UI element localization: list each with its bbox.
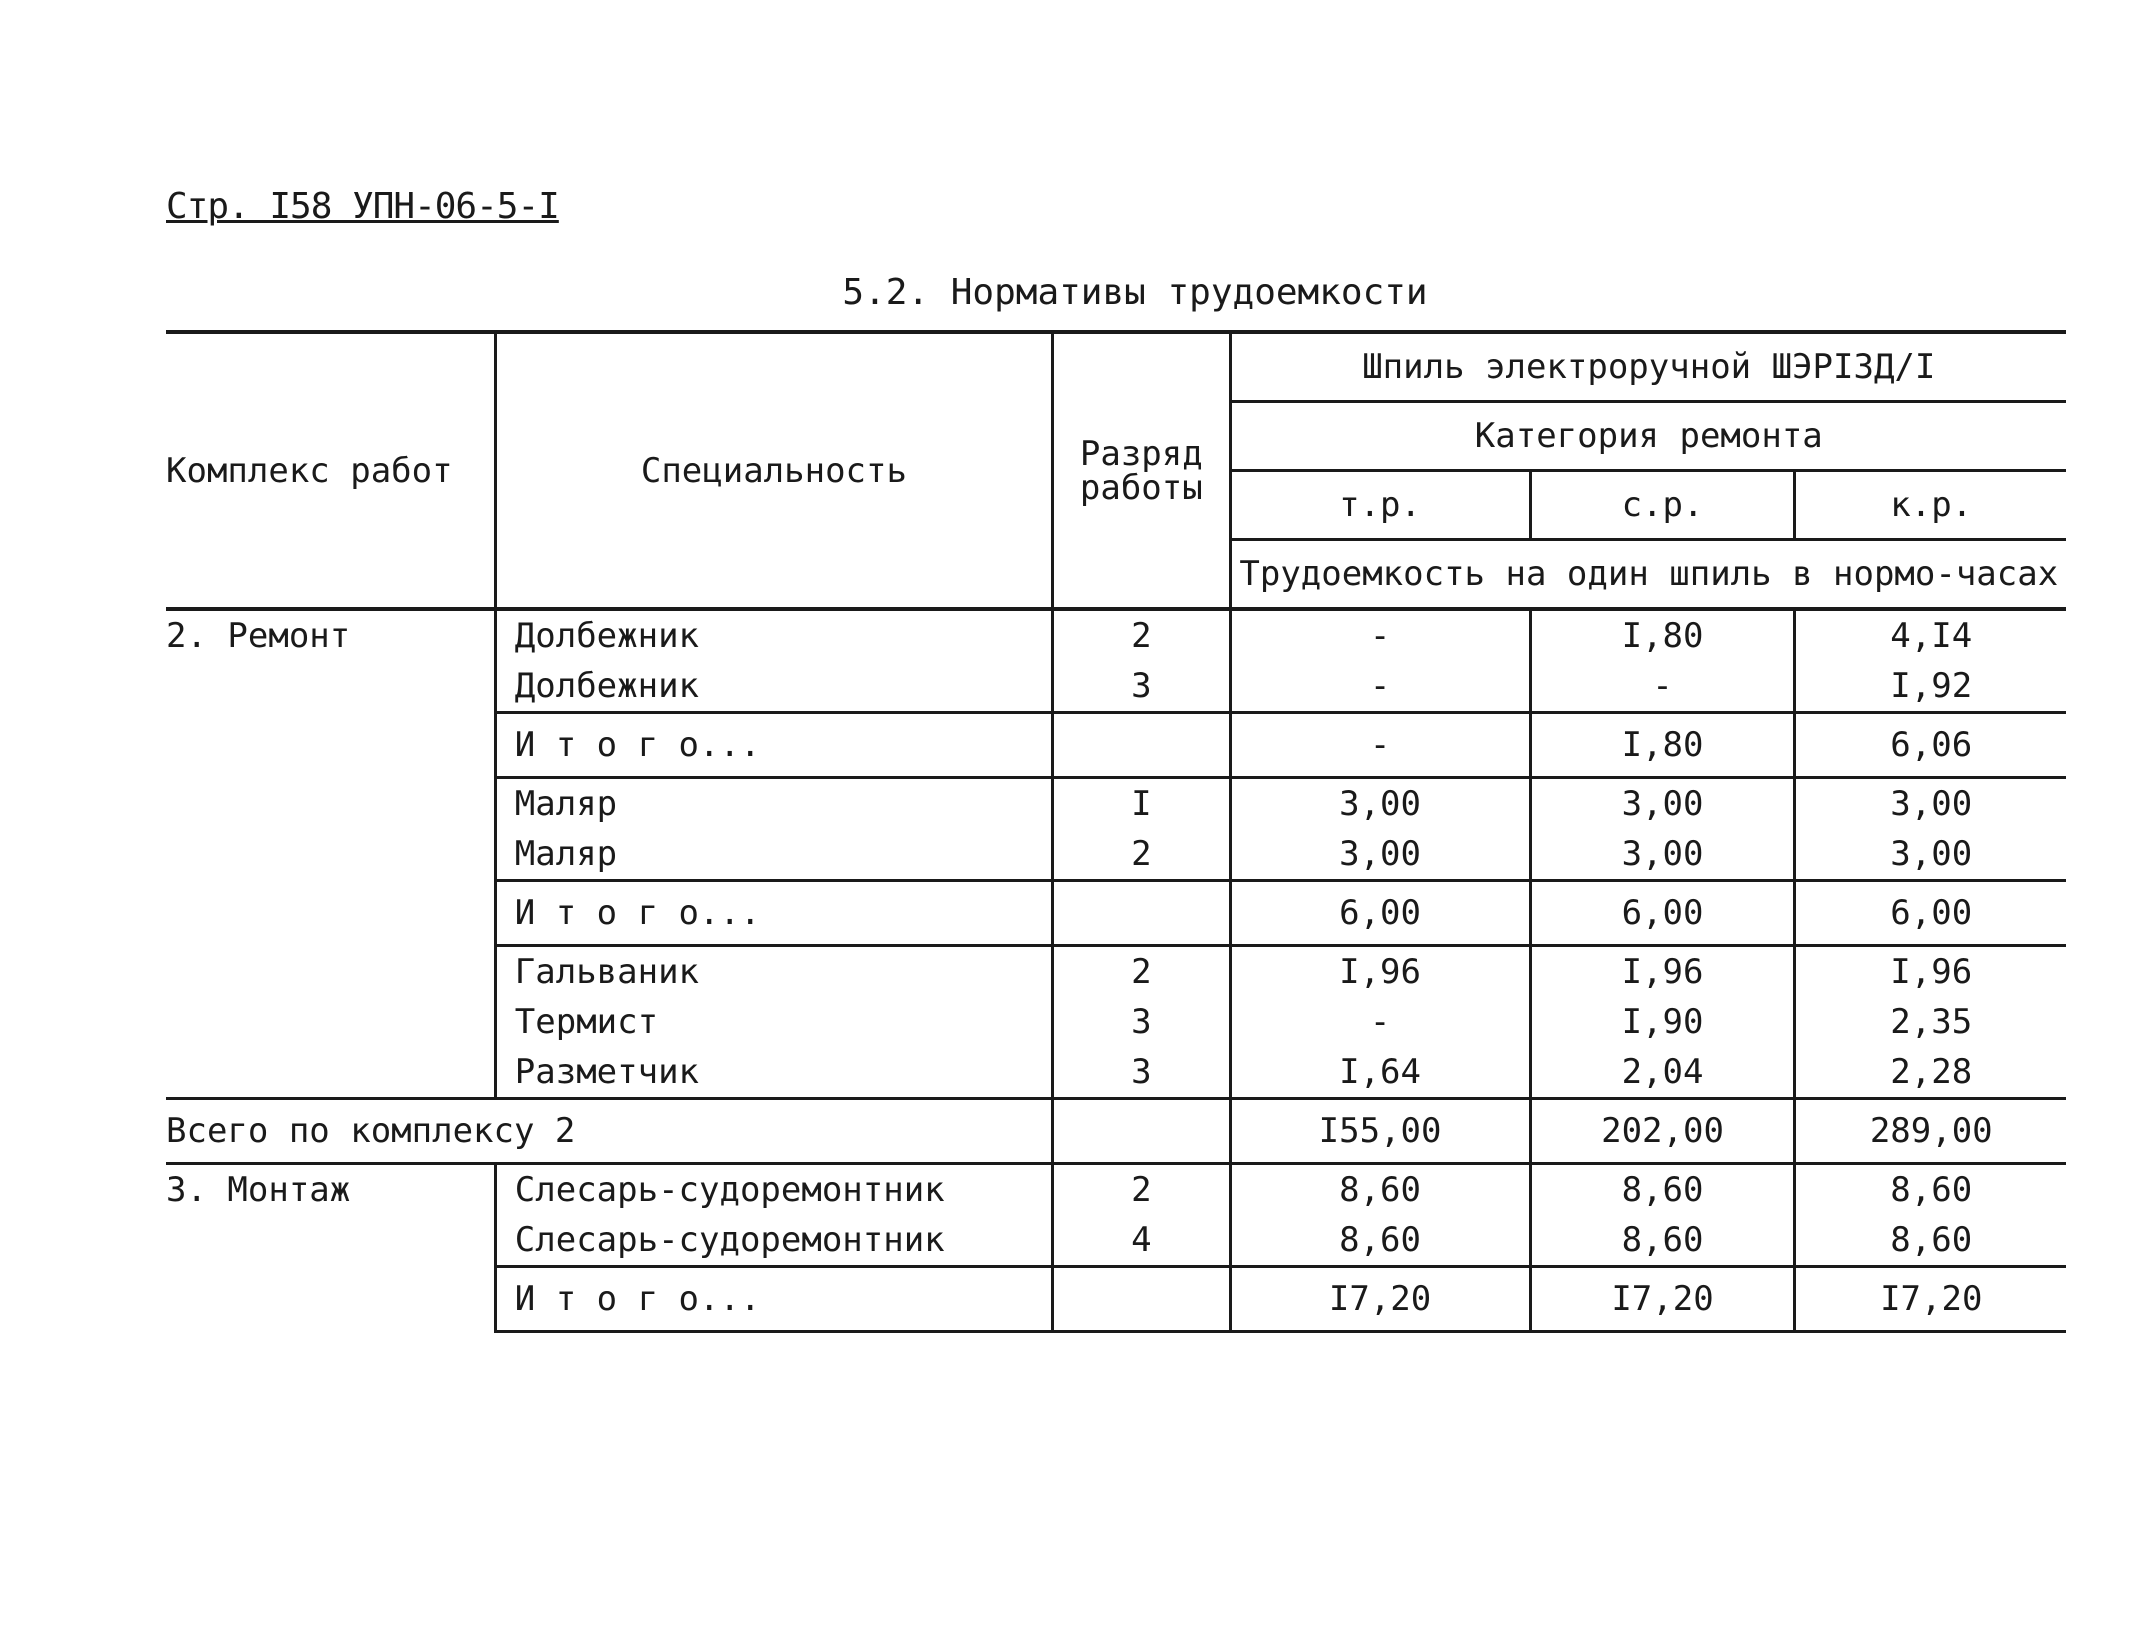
table-row (166, 661, 2066, 713)
table-title: 5.2. Нормативы трудоемкости (842, 272, 1428, 313)
specialty-cell: Маляр (495, 829, 1052, 881)
tr-cell: 8,60 (1230, 1215, 1530, 1267)
sr-cell: 8,60 (1530, 1215, 1795, 1267)
kr-cell: 6,06 (1795, 713, 2066, 778)
col-header-specialty: Специальность (495, 332, 1052, 609)
sr-cell: I,96 (1530, 946, 1795, 998)
kr-cell: I7,20 (1795, 1267, 2066, 1332)
tr-cell: I,96 (1230, 946, 1530, 998)
sr-cell: 202,00 (1530, 1099, 1795, 1164)
tr-cell: I,64 (1230, 1047, 1530, 1099)
sr-cell: I,90 (1530, 997, 1795, 1047)
category-tr: т.р. (1230, 471, 1530, 540)
rank-cell: 3 (1053, 997, 1231, 1047)
category-header: Категория ремонта (1230, 402, 2066, 471)
tr-cell: I55,00 (1230, 1099, 1530, 1164)
rank-cell: 3 (1053, 1047, 1231, 1099)
subtotal-row (166, 713, 2066, 778)
sr-cell: I7,20 (1530, 1267, 1795, 1332)
subtotal-label: И т о г о... (495, 881, 1052, 946)
sr-cell: 3,00 (1530, 829, 1795, 881)
subtotal-row (166, 881, 2066, 946)
rank-cell: 2 (1053, 829, 1231, 881)
rank-cell: 2 (1053, 946, 1231, 998)
col-header-rank: Разряд работы (1053, 332, 1231, 609)
complex-label: 3. Монтаж (166, 1170, 351, 1210)
table-row (166, 1164, 2066, 1216)
table-row (166, 609, 2066, 661)
specialty-cell: Гальваник (495, 946, 1052, 998)
specialty-cell: Термист (495, 997, 1052, 1047)
specialty-cell: Долбежник (495, 661, 1052, 713)
kr-cell: 3,00 (1795, 829, 2066, 881)
specialty-cell: Слесарь-судоремонтник (495, 1215, 1052, 1267)
tr-cell: 6,00 (1230, 881, 1530, 946)
specialty-cell: Разметчик (495, 1047, 1052, 1099)
kr-cell: 8,60 (1795, 1164, 2066, 1216)
table-row (166, 829, 2066, 881)
sr-cell: I,80 (1530, 713, 1795, 778)
sr-cell: - (1530, 661, 1795, 713)
specialty-cell: Долбежник (495, 609, 1052, 661)
category-sr: с.р. (1530, 471, 1795, 540)
kr-cell: 289,00 (1795, 1099, 2066, 1164)
norms-table (166, 330, 2066, 1333)
kr-cell: 6,00 (1795, 881, 2066, 946)
table-row (166, 778, 2066, 830)
sr-cell: 6,00 (1530, 881, 1795, 946)
kr-cell: 3,00 (1795, 778, 2066, 830)
page-header: Стр. I58 УПН-06-5-I (166, 186, 559, 227)
sr-cell: I,80 (1530, 609, 1795, 661)
kr-cell: I,92 (1795, 661, 2066, 713)
kr-cell: 4,I4 (1795, 609, 2066, 661)
kr-cell: I,96 (1795, 946, 2066, 998)
rank-cell: 2 (1053, 1164, 1231, 1216)
rank-cell: 3 (1053, 661, 1231, 713)
rank-cell: 2 (1053, 609, 1231, 661)
tr-cell: 3,00 (1230, 778, 1530, 830)
tr-cell: 3,00 (1230, 829, 1530, 881)
specialty-cell: Слесарь-судоремонтник (495, 1164, 1052, 1216)
subtotal-row (166, 1267, 2066, 1332)
table-row (166, 997, 2066, 1047)
subtotal-label: И т о г о... (495, 713, 1052, 778)
unit-header: Трудоемкость на один шпиль в нормо-часах (1230, 540, 2066, 610)
category-kr: к.р. (1795, 471, 2066, 540)
tr-cell: - (1230, 713, 1530, 778)
tr-cell: 8,60 (1230, 1164, 1530, 1216)
subtotal-label: И т о г о... (495, 1267, 1052, 1332)
sr-cell: 8,60 (1530, 1164, 1795, 1216)
grand-total-label: Всего по комплексу 2 (166, 1099, 1053, 1164)
table-row (166, 946, 2066, 998)
kr-cell: 2,35 (1795, 997, 2066, 1047)
sr-cell: 3,00 (1530, 778, 1795, 830)
kr-cell: 8,60 (1795, 1215, 2066, 1267)
col-header-complex: Комплекс работ (166, 332, 495, 609)
specialty-cell: Маляр (495, 778, 1052, 830)
tr-cell: - (1230, 661, 1530, 713)
complex-label: 2. Ремонт (166, 616, 351, 656)
sr-cell: 2,04 (1530, 1047, 1795, 1099)
table-row (166, 1047, 2066, 1099)
tr-cell: I7,20 (1230, 1267, 1530, 1332)
grand-total-row (166, 1099, 2066, 1164)
kr-cell: 2,28 (1795, 1047, 2066, 1099)
rank-cell: 4 (1053, 1215, 1231, 1267)
tr-cell: - (1230, 997, 1530, 1047)
table-row (166, 1215, 2066, 1267)
rank-cell: I (1053, 778, 1231, 830)
tr-cell: - (1230, 609, 1530, 661)
group-header: Шпиль электроручной ШЭРI3Д/I (1230, 332, 2066, 402)
